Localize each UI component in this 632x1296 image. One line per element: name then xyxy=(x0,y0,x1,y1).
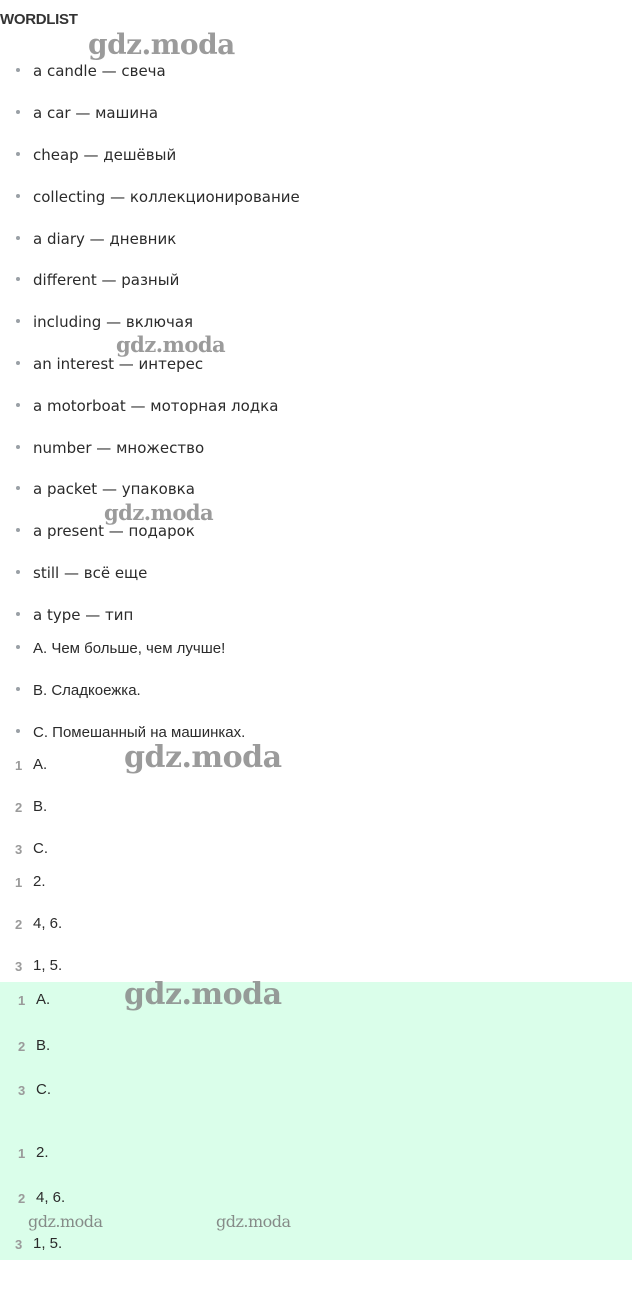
answer-value: 2. xyxy=(36,1144,49,1161)
bullet-icon xyxy=(16,570,20,574)
answer-value: 2. xyxy=(33,873,46,890)
list-item: number — множество xyxy=(16,439,204,457)
answer-value: A. xyxy=(33,756,48,773)
answer-number: 3 xyxy=(18,1083,26,1098)
watermark: gdz.moda xyxy=(28,1212,103,1231)
answer-value: 1, 5. xyxy=(33,1235,63,1252)
bullet-icon xyxy=(16,319,20,323)
bullet-icon xyxy=(16,403,20,407)
list-item: a packet — упаковка xyxy=(16,480,195,498)
answer-value: B. xyxy=(36,1037,51,1054)
list-item: a motorboat — моторная лодка xyxy=(16,397,278,415)
list-item: a candle — свеча xyxy=(16,62,166,80)
answer-value: 1, 5. xyxy=(33,957,63,974)
bullet-icon xyxy=(16,445,20,449)
bullet-icon xyxy=(16,729,20,733)
bullet-icon xyxy=(16,277,20,281)
list-item: C. Помешанный на машинках. xyxy=(16,724,245,741)
answer-value: A. xyxy=(36,991,51,1008)
list-item: a type — тип xyxy=(16,606,133,624)
answer-number: 3 xyxy=(15,959,23,974)
list-item: an interest — интерес xyxy=(16,355,203,373)
watermark: gdz.moda xyxy=(104,500,214,525)
answer-number: 3 xyxy=(15,1237,23,1252)
answer-number: 1 xyxy=(18,1146,26,1161)
answer-number: 1 xyxy=(15,875,23,890)
answer-value: 4, 6. xyxy=(36,1189,66,1206)
list-item: A. Чем больше, чем лучше! xyxy=(16,640,225,657)
answer-number: 3 xyxy=(15,842,23,857)
list-item: collecting — коллекционирование xyxy=(16,188,300,206)
list-item: a car — машина xyxy=(16,104,158,122)
answer-number: 2 xyxy=(15,917,23,932)
answer-number: 1 xyxy=(18,993,26,1008)
answer-number: 2 xyxy=(18,1191,26,1206)
bullet-icon xyxy=(16,612,20,616)
bullet-icon xyxy=(16,194,20,198)
bullet-icon xyxy=(16,152,20,156)
list-item: still — всё еще xyxy=(16,564,147,582)
answer-number: 1 xyxy=(15,758,23,773)
answer-value: 4, 6. xyxy=(33,915,63,932)
bullet-icon xyxy=(16,486,20,490)
bullet-icon xyxy=(16,361,20,365)
list-item: including — включая xyxy=(16,313,193,331)
list-item: a diary — дневник xyxy=(16,230,176,248)
bullet-icon xyxy=(16,236,20,240)
bullet-icon xyxy=(16,645,20,649)
wordlist-title: WORDLIST xyxy=(0,11,78,28)
answer-value: C. xyxy=(33,840,48,857)
watermark: gdz.moda xyxy=(116,332,226,357)
list-item: different — разный xyxy=(16,271,179,289)
watermark: gdz.moda xyxy=(124,740,282,775)
list-item: cheap — дешёвый xyxy=(16,146,176,164)
list-item: B. Сладкоежка. xyxy=(16,682,141,699)
answer-value: B. xyxy=(33,798,48,815)
answer-number: 2 xyxy=(15,800,23,815)
watermark: gdz.moda xyxy=(124,977,282,1012)
answer-value: C. xyxy=(36,1081,51,1098)
bullet-icon xyxy=(16,687,20,691)
watermark: gdz.moda xyxy=(88,28,235,61)
bullet-icon xyxy=(16,68,20,72)
bullet-icon xyxy=(16,110,20,114)
bullet-icon xyxy=(16,528,20,532)
answer-number: 2 xyxy=(18,1039,26,1054)
watermark: gdz.moda xyxy=(216,1212,291,1231)
list-item: a present — подарок xyxy=(16,522,195,540)
